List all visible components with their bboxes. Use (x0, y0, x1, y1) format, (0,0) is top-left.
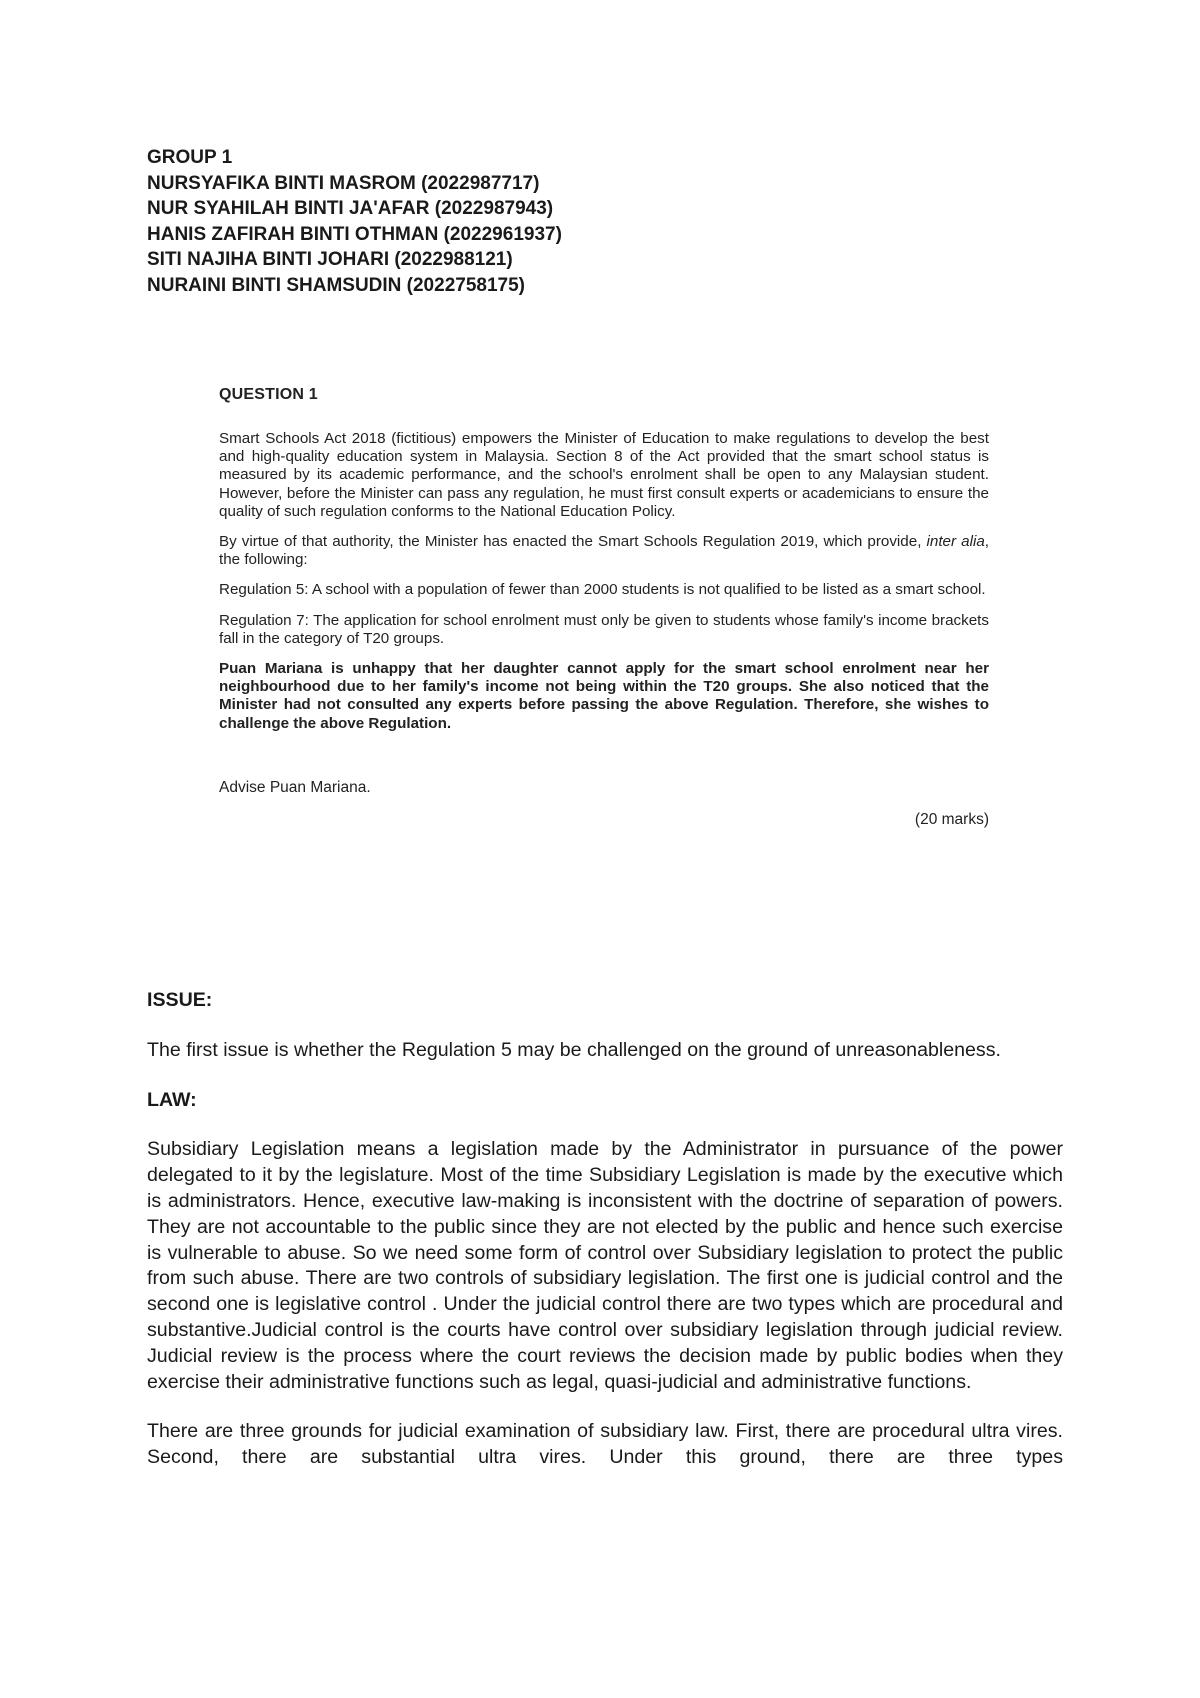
question-paragraph-3: Puan Mariana is unhappy that her daughter cannot apply for the smart school enrolment near her neighbourhood due to her family's income not being within the T20 groups. She also noticed that the Minister had not consulted any experts before passing the above Regulation. Therefore, she wishes to challenge the above Regulation. (219, 660, 989, 732)
group-title: GROUP 1 (147, 147, 233, 168)
group-member: NURSYAFIKA BINTI MASROM (2022987717) (147, 172, 540, 194)
issue-text: The first issue is whether the Regulation 5 may be challenged on the ground of unreasonableness. (147, 1038, 1001, 1061)
inter-alia-text: inter alia (926, 533, 985, 551)
group-member: NUR SYAHILAH BINTI JA'AFAR (2022987943) (147, 198, 554, 220)
group-header (147, 145, 947, 299)
group-member: HANIS ZAFIRAH BINTI OTHMAN (2022961937) (147, 223, 562, 245)
question-paragraph-2: By virtue of that authority, the Minister has enacted the Smart Schools Regulation 2019, which provide, inter alia, the following: (219, 533, 990, 569)
answer-body (147, 988, 1063, 1471)
question-paragraph-1: Smart Schools Act 2018 (fictitious) empowers the Minister of Education to make regulations to develop the best and high-quality education system in Malaysia. Section 8 of the Act provided that the smart school status is measured by its academic performance, and the school's enrolment shall be open to any Malaysian student. However, before the Minister can pass any regulation, he must first consult experts or academicians to ensure the quality of such regulation conforms to the National Education Policy. (219, 430, 989, 520)
law-paragraph-2: There are three grounds for judicial examination of subsidiary law. First, there are procedural ultra vires. Second, there are substantial ultra vires. Under this ground, there are three types (147, 1420, 1063, 1469)
question-image (219, 386, 989, 829)
regulation-5: Regulation 5: A school with a population of fewer than 2000 students is not qualified to be listed as a smart school. (219, 581, 986, 599)
advise-instruction: Advise Puan Mariana. (219, 778, 371, 796)
question-title: QUESTION 1 (219, 386, 318, 403)
law-paragraph-1: Subsidiary Legislation means a legislation made by the Administrator in pursuance of the power delegated to it by the legislature. Most of the time Subsidiary Legislation is made by the executive which is administrators. Hence, executive law-making is inconsistent with the doctrine of separation of powers. They are not accountable to the public since they are not elected by the public and hence such exercise is vulnerable to abuse. So we need some form of control over Subsidiary legislation to protect the public from such abuse. There are two controls of subsidiary legislation. The first one is judicial control and the second one is legislative control . Under the judicial control there are two types which are procedural and substantive.Judicial control is the courts have control over subsidiary legislation through judicial review. Judicial review is the process where the court reviews the decision made by public bodies when they exercise their administrative functions such as legal, quasi-judicial and administrative functions. (147, 1138, 1063, 1393)
regulation-7: Regulation 7: The application for school enrolment must only be given to students whose family's income brackets fall in the category of T20 groups. (219, 611, 989, 647)
marks: (20 marks) (914, 810, 989, 828)
law-heading: LAW: (147, 1088, 197, 1111)
issue-heading: ISSUE: (147, 989, 213, 1011)
group-member: SITI NAJIHA BINTI JOHARI (2022988121) (147, 249, 513, 271)
group-member: NURAINI BINTI SHAMSUDIN (2022758175) (147, 274, 525, 296)
